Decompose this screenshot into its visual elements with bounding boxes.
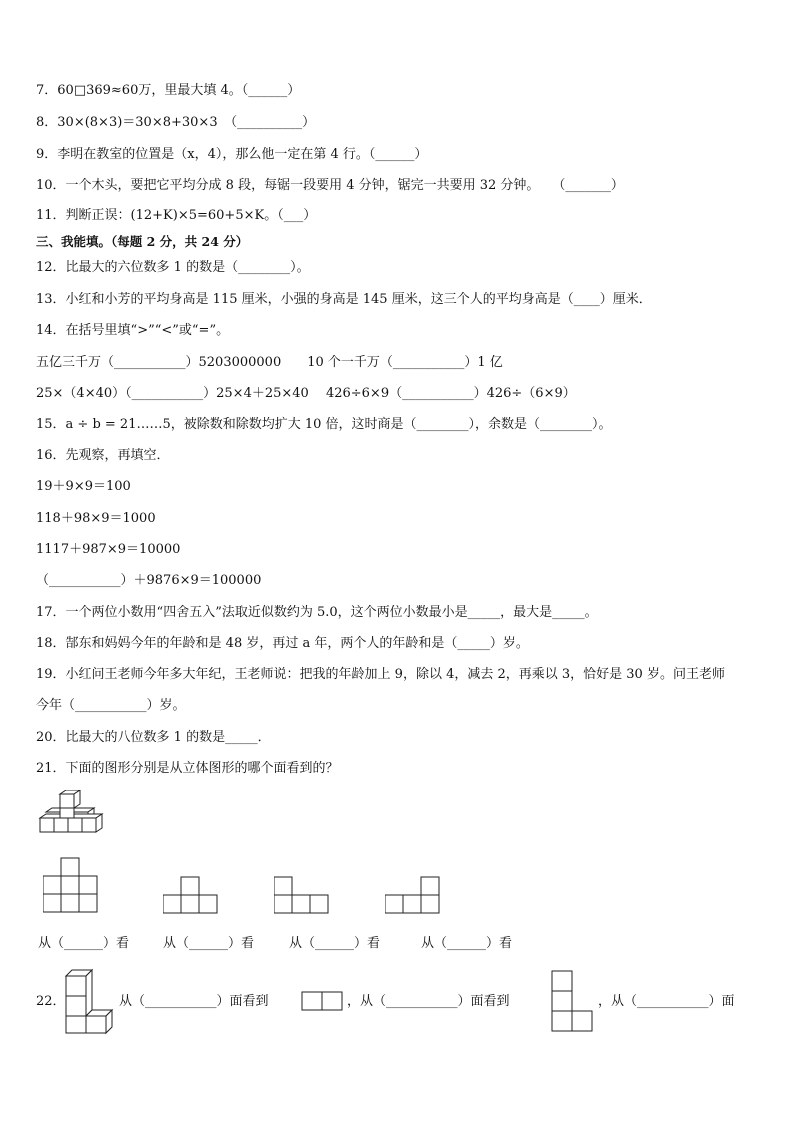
question-16-eq-4: （___________）＋9876×9＝100000 [36, 573, 262, 588]
q21-view-1 [43, 857, 99, 915]
question-18: 18．郜东和妈妈今年的年龄和是 48 岁，再过 a 年，两个人的年龄和是（_____）岁。 [36, 636, 529, 651]
question-16-eq-1: 19＋9×9＝100 [36, 479, 131, 494]
q22-view-b [551, 970, 595, 1032]
q21-view-2 [163, 876, 219, 916]
q21-solid-figure [36, 790, 108, 836]
question-12: 12．比最大的六位数多 1 的数是（________）。 [36, 260, 310, 275]
question-7: 7．60□369≈60万，里最大填 4。（______） [36, 83, 301, 98]
q21-view-3 [274, 876, 330, 916]
q22-solid-figure [64, 966, 114, 1036]
question-22-part-3: ，从（___________）面 [598, 994, 735, 1009]
section-3-heading: 三、我能填。（每题 2 分，共 24 分） [36, 234, 249, 249]
question-16: 16．先观察，再填空． [36, 448, 170, 463]
question-9: 9．李明在教室的位置是（x，4），那么他一定在第 4 行。（______） [36, 147, 428, 162]
question-14-row-1: 五亿三千万（___________）5203000000 10 个一千万（___________）1 亿 [36, 355, 503, 370]
question-13: 13．小红和小芳的平均身高是 115 厘米，小强的身高是 145 厘米，这三个人的平均身高是（____）厘米． [36, 292, 652, 307]
question-15: 15．a ÷ b = 21……5，被除数和除数均扩大 10 倍，这时商是（________），余数是（________）。 [36, 417, 612, 432]
question-22-number: 22． [36, 994, 66, 1009]
q21-caption-3: 从（______）看 [289, 936, 381, 951]
question-22-part-2: ，从（___________）面看到 [347, 994, 510, 1009]
question-19-line-2: 今年（___________）岁。 [36, 698, 186, 713]
question-11: 11．判断正误：(12+K)×5=60+5×K。（___） [36, 208, 317, 223]
question-14-row-2: 25×（4×40）（___________）25×4＋25×40 426÷6×9（___________）426÷（6×9） [36, 386, 576, 401]
question-16-eq-2: 118＋98×9＝1000 [36, 511, 156, 526]
q21-caption-2: 从（______）看 [163, 936, 255, 951]
q21-caption-4: 从（______）看 [421, 936, 513, 951]
question-10: 10．一个木头，要把它平均分成 8 段，每锯一段要用 4 分钟，锯完一共要用 32 分钟。 （_______） [36, 178, 624, 193]
question-20: 20．比最大的八位数多 1 的数是_____． [36, 730, 271, 745]
question-16-eq-3: 1117＋987×9＝10000 [36, 542, 181, 557]
question-21: 21．下面的图形分别是从立体图形的哪个面看到的？ [36, 761, 339, 776]
question-19-line-1: 19．小红问王老师今年多大年纪，王老师说：把我的年龄加上 9，除以 4，减去 2，再乘以 3，恰好是 30 岁。问王老师 [36, 667, 725, 682]
question-22-part-1: 从（___________）面看到 [119, 994, 269, 1009]
question-14: 14．在括号里填“>”“<”或“=”。 [36, 323, 230, 338]
q22-view-a [301, 991, 345, 1011]
q21-view-4 [385, 876, 441, 916]
q21-caption-1: 从（______）看 [38, 936, 130, 951]
question-17: 17．一个两位小数用“四舍五入”法取近似数约为 5.0，这个两位小数最小是_____，最大是_____。 [36, 605, 598, 620]
question-8: 8．30×(8×3)＝30×8+30×3 （__________） [36, 115, 316, 130]
